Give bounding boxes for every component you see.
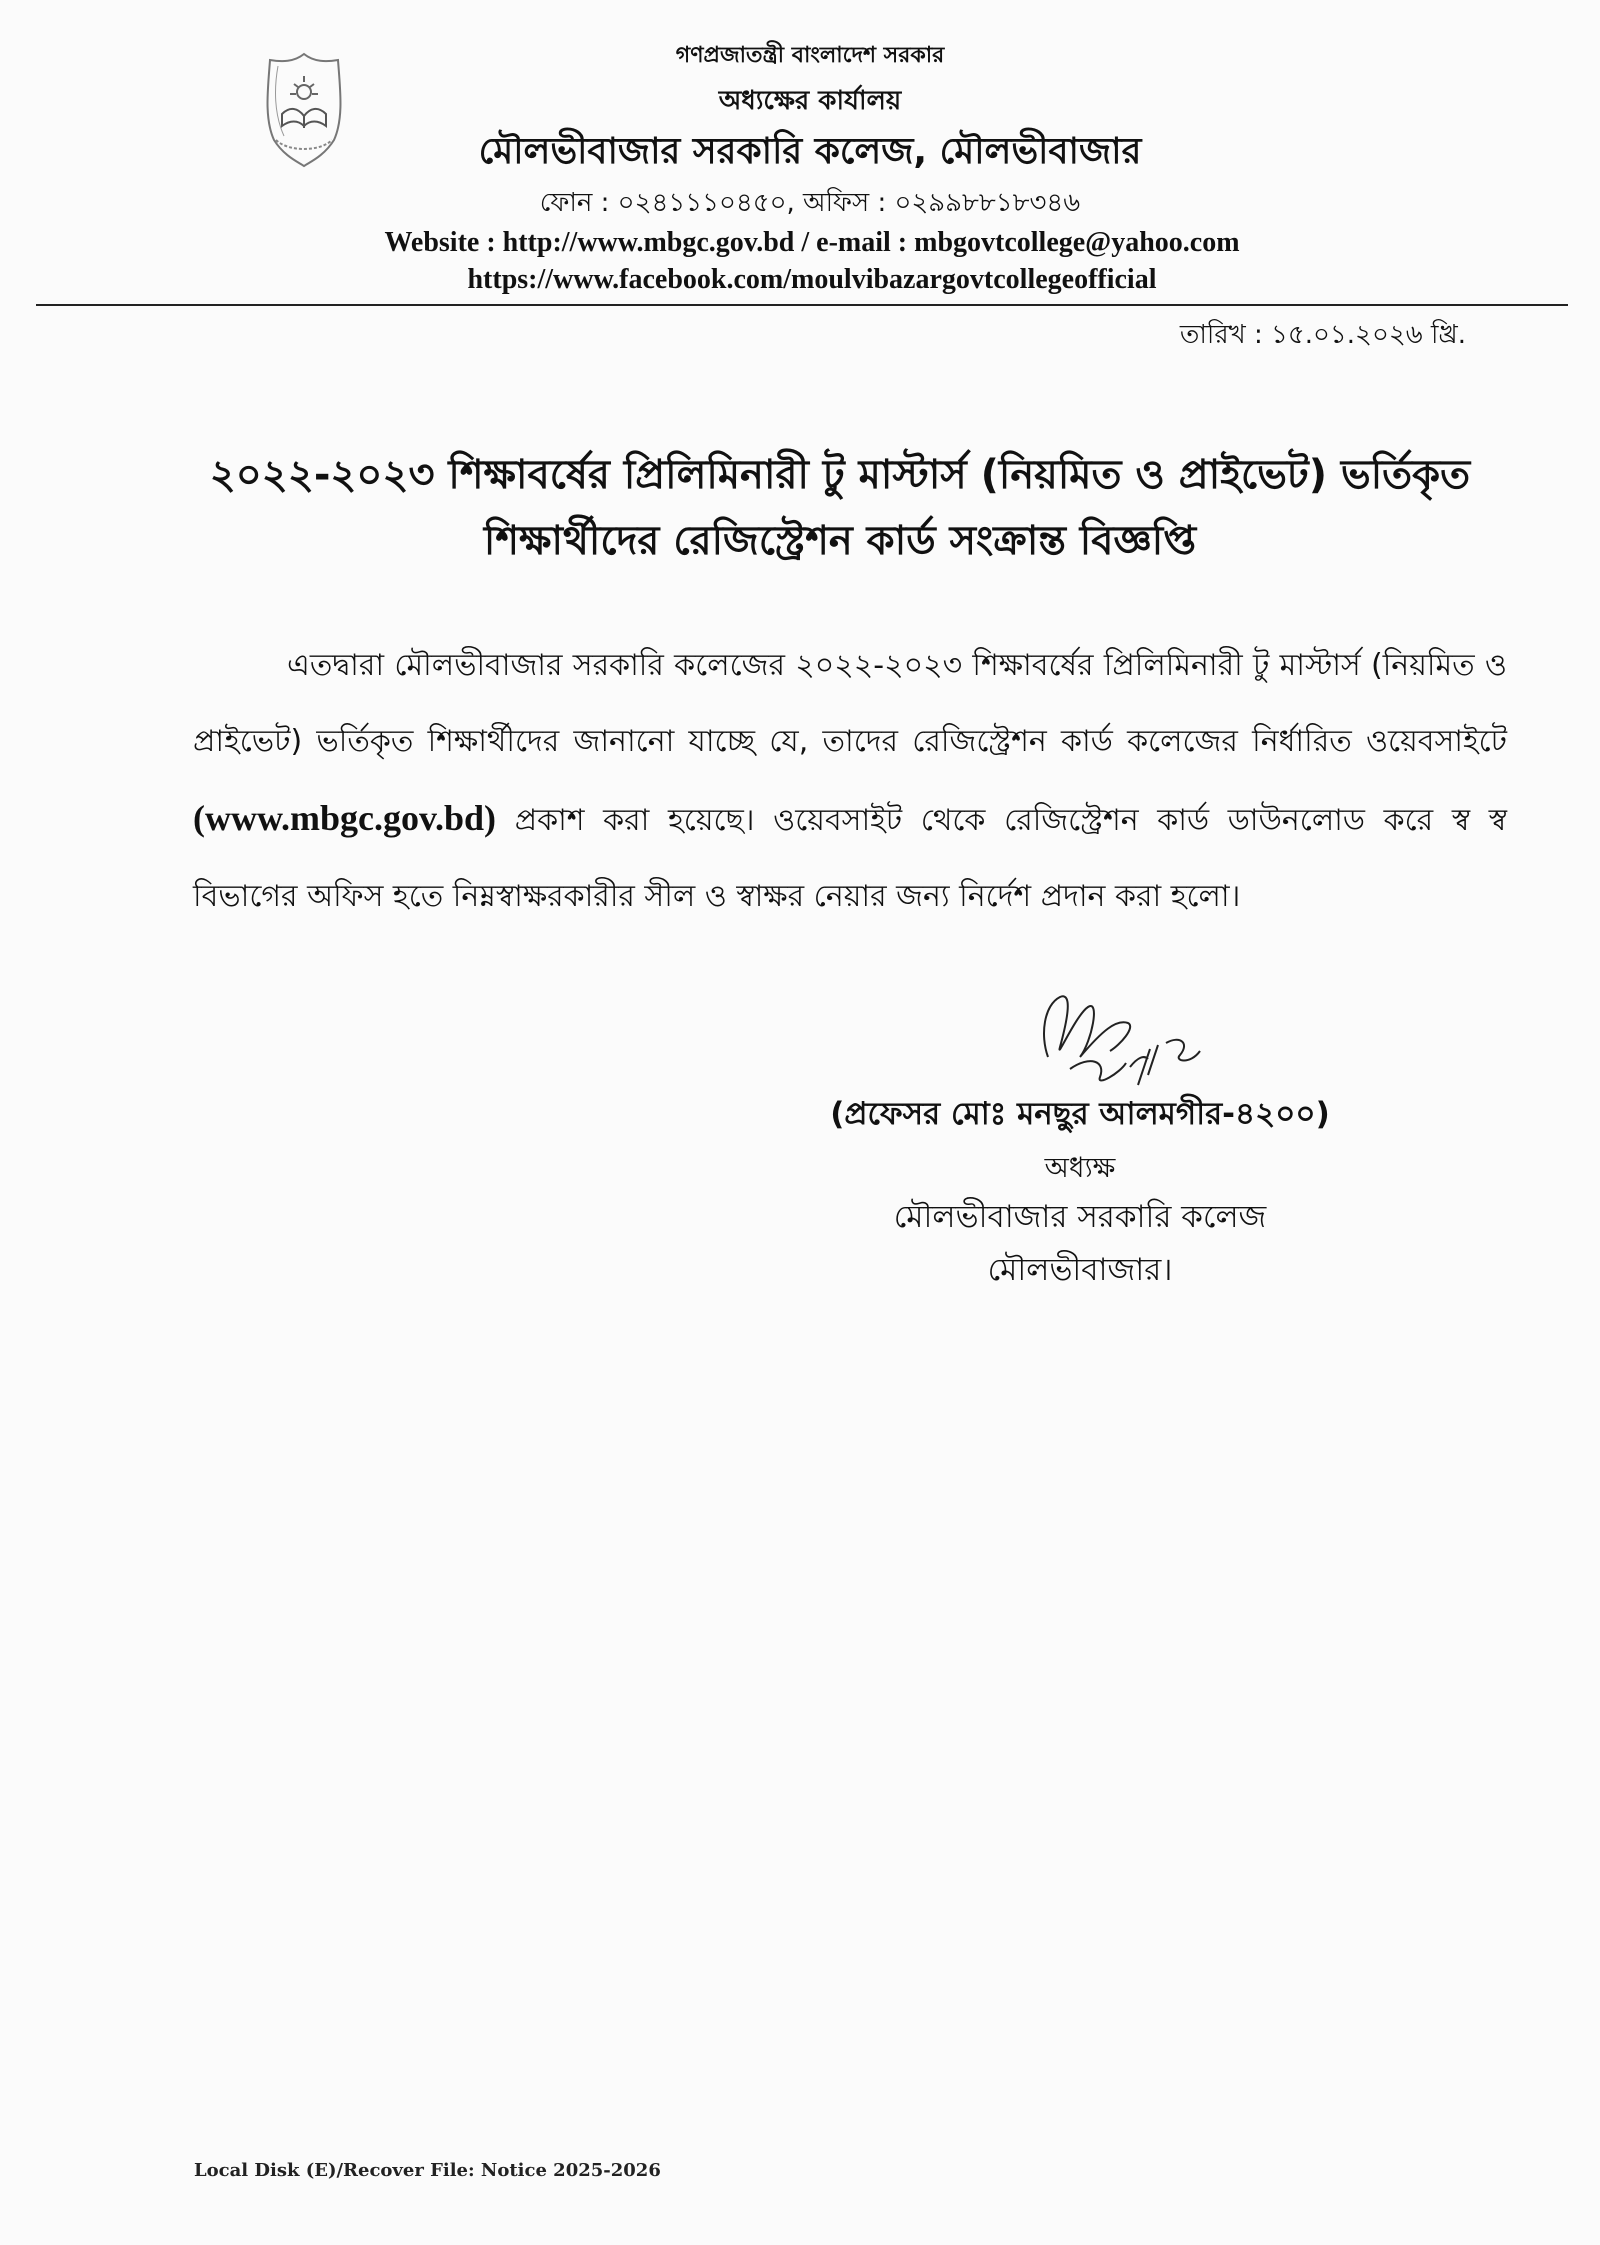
- notice-title-line-2: শিক্ষার্থীদের রেজিস্ট্রেশন কার্ড সংক্রান্ত বিজ্ঞপ্তি: [483, 518, 1197, 564]
- notice-body-text-end: প্রকাশ করা হয়েছে। ওয়েবসাইট থেকে রেজিস্ট্রেশন কার্ড ডাউনলোড করে স্ব স্ব বিভাগের অফিস হতে নিম্নস্বাক্ষরকারীর সীল ও স্বাক্ষর নেয়ার জন্য নির্দেশ প্রদান করা হলো।: [193, 803, 1507, 914]
- website-email: Website : http://www.mbgc.gov.bd / e-mail : mbgovtcollege@yahoo.com: [384, 227, 1240, 258]
- handwritten-signature: [1030, 985, 1210, 1095]
- office-name: অধ্যক্ষের কার্যালয়: [718, 86, 902, 116]
- college-name: মৌলভীবাজার সরকারি কলেজ, মৌলভীবাজার: [478, 131, 1142, 172]
- notice-title-line-1: ২০২২-২০২৩ শিক্ষাবর্ষের প্রিলিমিনারী টু মাস্টার্স (নিয়মিত ও প্রাইভেট) ভর্তিকৃত: [209, 452, 1471, 498]
- signatory-designation: অধ্যক্ষ: [1044, 1151, 1116, 1184]
- website-link[interactable]: (www.mbgc.gov.bd): [193, 798, 497, 838]
- signatory-name: (প্রফেসর মোঃ মনছুর আলমগীর-৪২০০): [830, 1096, 1330, 1132]
- phone-numbers: ফোন : ০২৪১১১০৪৫০, অফিস : ০২৯৯৮৮১৮৩৪৬: [539, 188, 1081, 218]
- signatory-college: মৌলভীবাজার সরকারি কলেজ: [893, 1199, 1267, 1235]
- signatory-place: মৌলভীবাজার।: [987, 1252, 1173, 1288]
- government-name: গণপ্রজাতন্ত্রী বাংলাদেশ সরকার: [675, 43, 945, 68]
- header-divider: [36, 304, 1568, 306]
- notice-date: তারিখ : ১৫.০১.২০২৬ খ্রি.: [1179, 320, 1466, 350]
- facebook-link[interactable]: https://www.facebook.com/moulvibazargovtcollegeofficial: [467, 264, 1157, 295]
- notice-body-text: এতদ্বারা মৌলভীবাজার সরকারি কলেজের ২০২২-২০২৩ শিক্ষাবর্ষের প্রিলিমিনারী টু মাস্টার্স (নিয়মিত ও প্রাইভেট) ভর্তিকৃত শিক্ষার্থীদের জানানো যাচ্ছে যে, তাদের রেজিস্ট্রেশন কার্ড কলেজের নির্ধারিত ওয়েবসাইটে: [193, 648, 1507, 759]
- notice-title: [170, 442, 1510, 574]
- notice-body: [193, 628, 1507, 935]
- file-path-footer: Local Disk (E)/Recover File: Notice 2025-2026: [194, 2160, 661, 2181]
